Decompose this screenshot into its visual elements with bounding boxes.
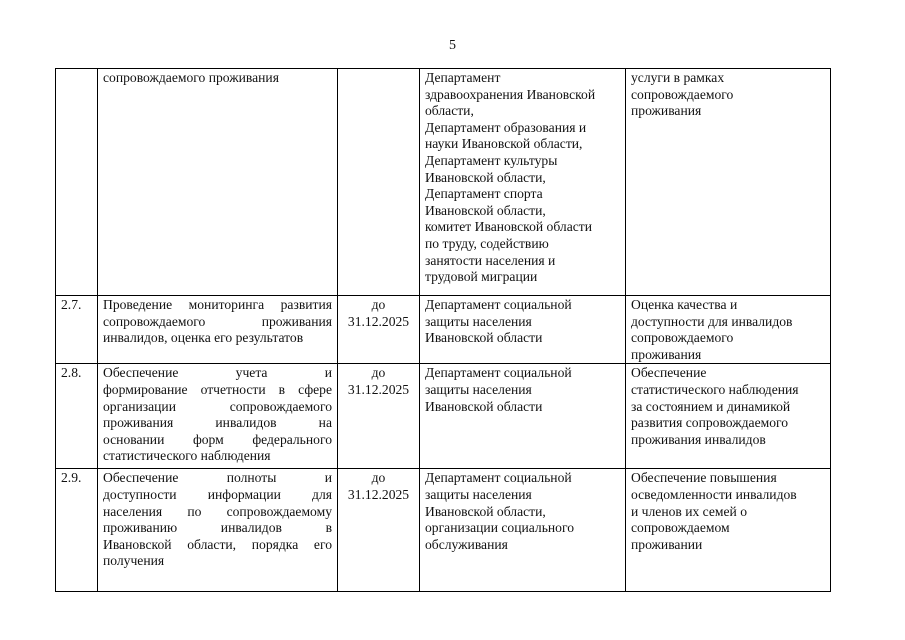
result-line: услуги в рамках (631, 70, 725, 85)
activity-line: населения по сопровождаемому (103, 503, 332, 519)
activity-line: доступности информации для (103, 486, 332, 502)
executors-cell (420, 469, 626, 592)
activity-line: основании форм федерального (103, 431, 332, 447)
executor-line: Департамент социальной (425, 470, 572, 486)
executor-line: комитет Ивановской области (425, 219, 593, 235)
executors-cell (420, 69, 626, 296)
executor-line: Ивановской области, (425, 202, 546, 218)
result-line: проживания (631, 103, 702, 119)
executor-line: Ивановской области, (425, 503, 546, 519)
term-line: 31.12.2025 (347, 381, 410, 397)
executor-line: Департамент социальной (425, 365, 572, 381)
term-cell (338, 469, 420, 592)
activity-line: статистического наблюдения (103, 448, 271, 464)
result-line: и членов их семей о (631, 503, 748, 519)
executor-line: Ивановской области (425, 330, 543, 346)
activity-line: Обеспечение полноты и (103, 470, 332, 486)
item-number: 2.9. (56, 469, 98, 592)
activity-line: Проведение мониторинга развития (103, 297, 332, 312)
table-row (56, 364, 831, 469)
result-line: Обеспечение повышения (631, 470, 777, 486)
executor-line: по труду, содействию (425, 235, 549, 251)
executor-line: Департамент спорта (425, 186, 543, 202)
activity-line: Ивановской области, порядка его (103, 536, 332, 552)
result-line: осведомленности инвалидов (631, 486, 797, 502)
executor-line: здравоохранения Ивановской (425, 86, 596, 102)
activity-line: Обеспечение учета и (103, 365, 332, 381)
plan-table (55, 68, 831, 592)
term-line: 31.12.2025 (347, 486, 410, 502)
item-number (56, 69, 98, 296)
activity-line: сопровождаемого проживания (103, 313, 332, 329)
executor-line: Департамент культуры (425, 152, 558, 168)
result-line: проживания (631, 346, 702, 362)
executor-line: защиты населения (425, 381, 532, 397)
activity-line: получения (103, 553, 165, 569)
activity-cell (98, 469, 338, 592)
activity-line: сопровождаемого проживания (103, 70, 279, 85)
result-line: статистического наблюдения (631, 381, 799, 397)
executor-line: Ивановской области (425, 398, 543, 414)
executor-line: Департамент образования и (425, 119, 587, 135)
term-cell (338, 364, 420, 469)
activity-line: инвалидов, оценка его результатов (103, 330, 304, 346)
activity-line: проживания инвалидов на (103, 415, 332, 431)
table-row (56, 69, 831, 296)
executor-line: защиты населения (425, 313, 532, 329)
executor-line: занятости населения и (425, 252, 556, 268)
activity-cell (98, 69, 338, 296)
result-cell (626, 69, 831, 296)
term-cell (338, 296, 420, 364)
result-cell (626, 296, 831, 364)
executor-line: Департамент (425, 70, 501, 85)
result-line: проживании (631, 536, 703, 552)
item-number: 2.8. (56, 364, 98, 469)
result-line: сопровождаемого (631, 330, 734, 346)
executor-line: Ивановской области, (425, 169, 546, 185)
activity-cell (98, 364, 338, 469)
executor-line: Департамент социальной (425, 297, 572, 312)
term-line: 31.12.2025 (347, 313, 410, 329)
executor-line: защиты населения (425, 486, 532, 502)
executor-line: области, (425, 103, 474, 119)
activity-cell (98, 296, 338, 364)
executor-line: обслуживания (425, 536, 508, 552)
executors-cell (420, 364, 626, 469)
result-line: доступности для инвалидов (631, 313, 793, 329)
activity-line: проживанию инвалидов в (103, 520, 332, 536)
result-line: сопровождаемого (631, 86, 734, 102)
term-line: до (371, 365, 386, 381)
result-line: сопровождаемом (631, 520, 730, 536)
result-cell (626, 469, 831, 592)
result-line: за состоянием и динамикой (631, 398, 791, 414)
activity-line: организации сопровождаемого (103, 398, 332, 414)
executors-cell (420, 296, 626, 364)
result-line: Оценка качества и (631, 297, 738, 312)
term-line: до (371, 297, 386, 312)
item-number: 2.7. (56, 296, 98, 364)
activity-line: формирование отчетности в сфере (103, 381, 332, 397)
result-cell (626, 364, 831, 469)
table-row (56, 296, 831, 364)
executor-line: трудовой миграции (425, 269, 538, 285)
result-line: развития сопровождаемого (631, 415, 789, 431)
page-number: 5 (449, 38, 456, 53)
table-row (56, 469, 831, 592)
result-line: Обеспечение (631, 365, 707, 381)
term-line: до (371, 470, 386, 486)
result-line: проживания инвалидов (631, 431, 766, 447)
executor-line: науки Ивановской области, (425, 136, 583, 152)
executor-line: организации социального (425, 520, 575, 536)
term-cell (338, 69, 420, 296)
plan-table-body (56, 69, 831, 592)
